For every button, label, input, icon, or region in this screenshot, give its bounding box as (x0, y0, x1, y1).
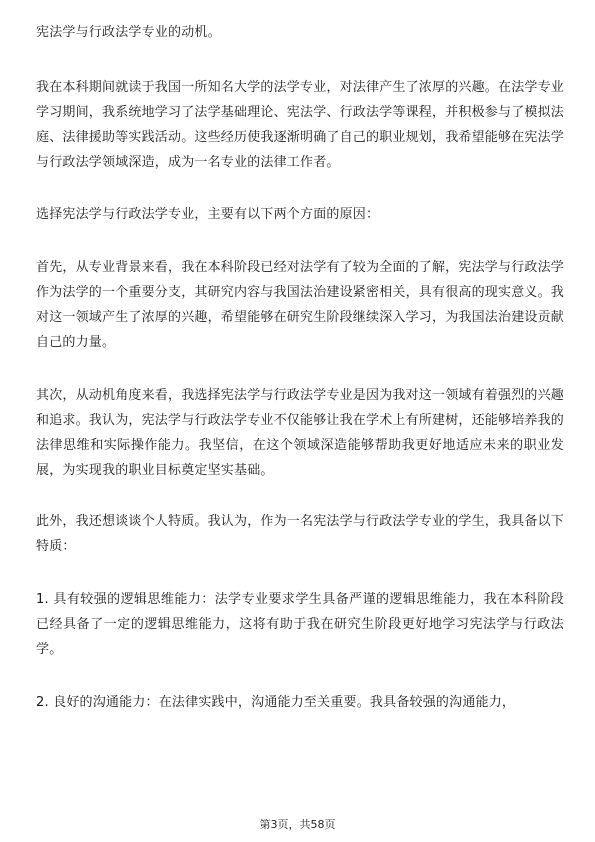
paragraph-second-reason: 其次，从动机角度来看，我选择宪法学与行政法学专业是因为我对这一领域有着强烈的兴趣和追求。我认为，宪法学与行政法学专业不仅能够让我在学术上有所建树，还能够培养我的法律思维和实际操作能力。我坚信，在这个领域深造能够帮助我更好地适应未来的职业发展，为实现我的职业目标奠定坚实基础。 (36, 388, 565, 478)
paragraph-trait-logic: 1. 具有较强的逻辑思维能力：法学专业要求学生具备严谨的逻辑思维能力，我在本科阶段已经具备了一定的逻辑思维能力，这将有助于我在研究生阶段更好地学习宪法学与行政法学。 (36, 592, 564, 657)
paragraph-first-reason: 首先，从专业背景来看，我在本科阶段已经对法学有了较为全面的了解，宪法学与行政法学作为法学的一个重要分支，其研究内容与我国法治建设紧密相关，具有很高的现实意义。我对这一领域产生了浓厚的兴趣，希望能够在研究生阶段继续深入学习，为我国法治建设贡献自己的力量。 (36, 260, 565, 350)
paragraph-trait-communication: 2. 良好的沟通能力：在法律实践中，沟通能力至关重要。我具备较强的沟通能力， (36, 695, 516, 710)
paragraph-reasons-lead: 选择宪法学与行政法学专业，主要有以下两个方面的原因： (36, 207, 380, 222)
paragraph-background: 我在本科期间就读于我国一所知名大学的法学专业，对法律产生了浓厚的兴趣。在法学专业学习期间，我系统地学习了法学基础理论、宪法学、行政法学等课程，并积极参与了模拟法庭、法律援助等实践活动。这些经历使我逐渐明确了自己的职业规划，我希望能够在宪法学与行政法学领域深造，成为一名专业的法律工作者。 (36, 80, 565, 170)
paragraph-intro-fragment: 宪法学与行政法学专业的动机。 (36, 25, 221, 40)
document-body (36, 20, 564, 742)
paragraph-traits-lead: 此外，我还想谈谈个人特质。我认为，作为一名宪法学与行政法学专业的学生，我具备以下特质： (36, 514, 565, 554)
page-number: 第3页，共58页 (259, 818, 336, 831)
